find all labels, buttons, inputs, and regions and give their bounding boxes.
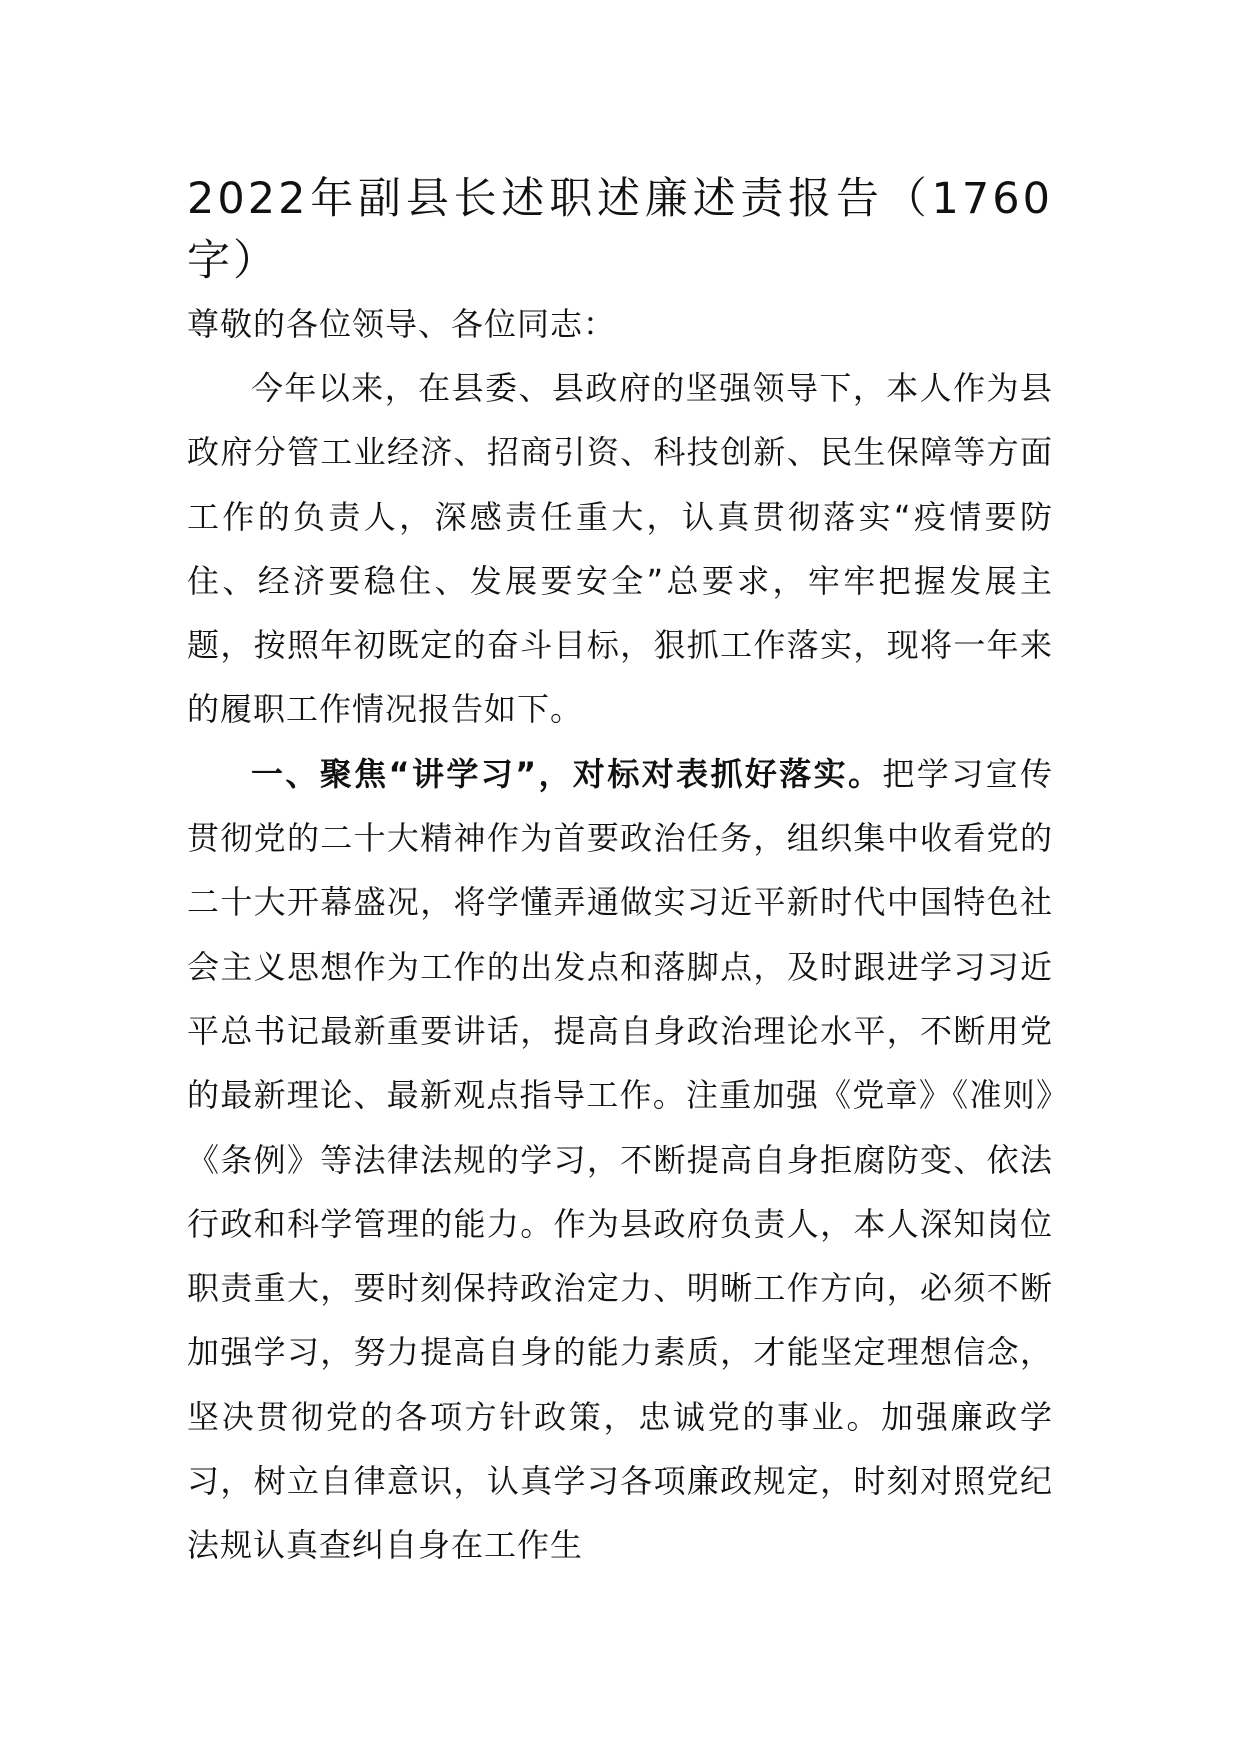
- document-body: [187, 168, 1053, 1578]
- paragraph-text: 今年以来，在县委、县政府的坚强领导下，本人作为县政府分管工业经济、招商引资、科技创新、民生保障等方面工作的负责人，深感责任重大，认真贯彻落实“疫情要防住、经济要稳住、发展要安全”总要求，牢牢把握发展主题，按照年初既定的奋斗目标，狠抓工作落实，现将一年来的履职工作情况报告如下。: [187, 369, 1053, 729]
- paragraph-text: 把学习宣传贯彻党的二十大精神作为首要政治任务，组织集中收看党的二十大开幕盛况，将学懂弄通做实习近平新时代中国特色社会主义思想作为工作的出发点和落脚点，及时跟进学习习近平总书记最新重要讲话，提高自身政治理论水平，不断用党的最新理论、最新观点指导工作。注重加强《党章》《准则》《条例》等法律法规的学习，不断提高自身拒腐防变、依法行政和科学管理的能力。作为县政府负责人，本人深知岗位职责重大，要时刻保持政治定力、明晰工作方向，必须不断加强学习，努力提高自身的能力素质，才能坚定理想信念，坚决贯彻党的各项方针政策，忠诚党的事业。加强廉政学习，树立自律意识，认真学习各项廉政规定，时刻对照党纪法规认真查纠自身在工作生: [187, 754, 1053, 1565]
- salutation: 尊敬的各位领导、各位同志：: [187, 305, 617, 343]
- document-title: 2022年副县长述职述廉述责报告（1760字）: [187, 174, 1053, 286]
- paragraph-intro: [187, 356, 1053, 742]
- section-heading: 一、聚焦“讲学习”，对标对表抓好落实。: [251, 754, 883, 793]
- paragraph-section-1: [187, 742, 1053, 1578]
